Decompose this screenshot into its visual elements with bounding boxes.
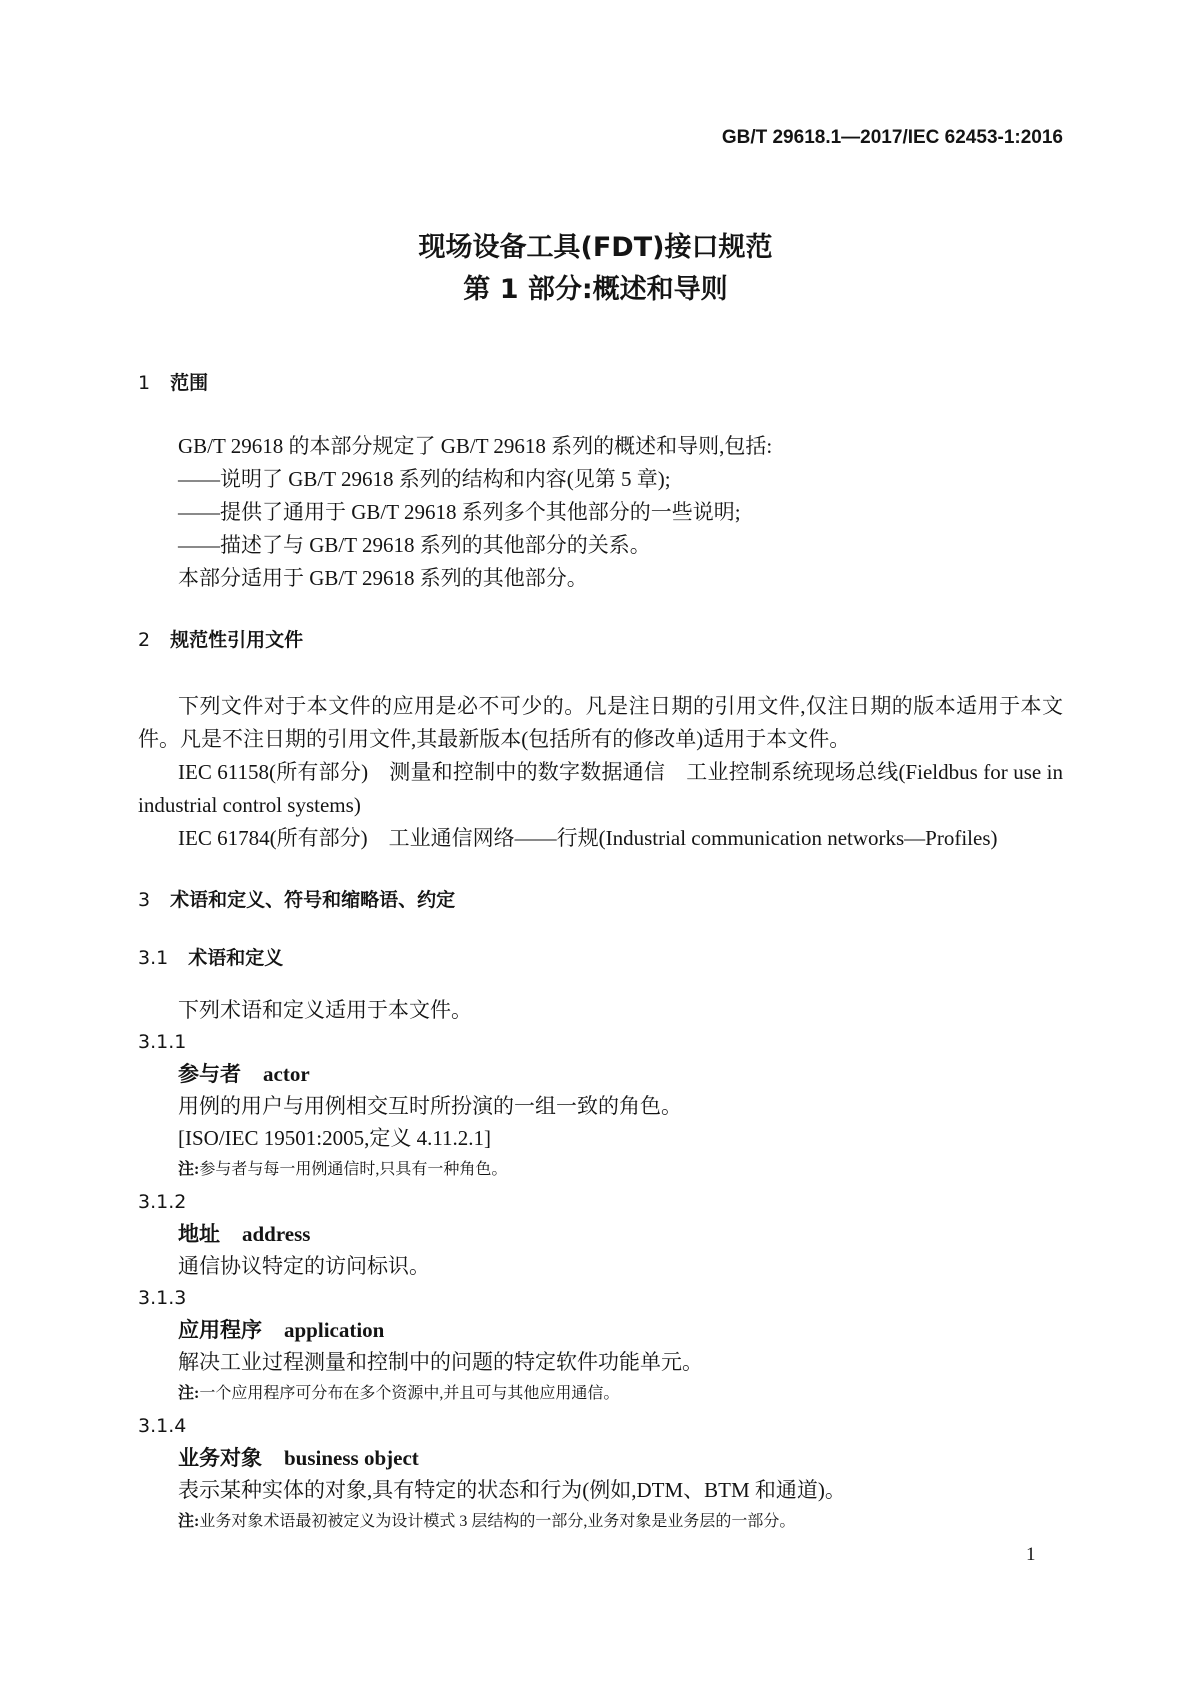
note-label: 注:: [178, 1385, 200, 1402]
section-heading-normative-refs: [138, 626, 1063, 654]
list-item: ——提供了通用于 GB/T 29618 系列多个其他部分的一些说明;: [178, 500, 741, 524]
document-title-line2: 第 1 部分:概述和导则: [463, 274, 728, 305]
reference-title: 工业通信网络——行规(Industrial communication networks—Profiles): [388, 826, 998, 850]
scope-body: [138, 430, 1063, 595]
term-name-en: actor: [263, 1062, 310, 1086]
document-title-line1: 现场设备工具(FDT)接口规范: [418, 232, 773, 263]
normative-refs-body: [138, 690, 1063, 855]
section-title: 范围: [170, 372, 209, 394]
term-name: [138, 1314, 1063, 1346]
term-note: [138, 1154, 1063, 1186]
term-definition: 用例的用户与用例相交互时所扮演的一组一致的角色。: [178, 1094, 682, 1118]
term-name: [138, 1218, 1063, 1250]
note-text: 参与者与每一用例通信时,只具有一种角色。: [199, 1161, 508, 1178]
standard-id: GB/T 29618.1—2017/IEC 62453-1:2016: [721, 127, 1063, 148]
section-number: 3: [138, 889, 151, 911]
normative-refs-intro: 下列文件对于本文件的应用是必不可少的。凡是注日期的引用文件,仅注日期的版本适用于本文件。凡是不注日期的引用文件,其最新版本(包括所有的修改单)适用于本文件。: [138, 694, 1063, 751]
term-name-zh: 应用程序: [178, 1318, 262, 1342]
term-definition: 解决工业过程测量和控制中的问题的特定软件功能单元。: [178, 1350, 703, 1374]
term-name-zh: 业务对象: [178, 1446, 262, 1470]
reference-entry: [138, 822, 1063, 855]
scope-closing: 本部分适用于 GB/T 29618 系列的其他部分。: [178, 566, 588, 590]
scope-intro: GB/T 29618 的本部分规定了 GB/T 29618 系列的概述和导则,包括:: [178, 434, 773, 458]
list-item: ——说明了 GB/T 29618 系列的结构和内容(见第 5 章);: [178, 467, 671, 491]
section-title: 规范性引用文件: [170, 629, 304, 651]
term-name-en: application: [284, 1318, 385, 1342]
reference-id: IEC 61784(所有部分): [178, 826, 368, 850]
page-number: 1: [1026, 1544, 1036, 1565]
term-number: 3.1.4: [138, 1415, 187, 1437]
term-name: [138, 1442, 1063, 1474]
reference-entry: [138, 756, 1063, 822]
term-number: 3.1.1: [138, 1031, 187, 1053]
subsection-number: 3.1: [138, 947, 169, 969]
section-number: 1: [138, 372, 151, 394]
term-definition: 表示某种实体的对象,具有特定的状态和行为(例如,DTM、BTM 和通道)。: [178, 1478, 846, 1502]
term-source: [ISO/IEC 19501:2005,定义 4.11.2.1]: [178, 1126, 492, 1150]
term-definition: 通信协议特定的访问标识。: [178, 1254, 430, 1278]
section-title: 术语和定义、符号和缩略语、约定: [170, 889, 456, 911]
term-name-en: address: [242, 1222, 311, 1246]
terms-intro: 下列术语和定义适用于本文件。: [178, 998, 472, 1022]
note-text: 业务对象术语最初被定义为设计模式 3 层结构的一部分,业务对象是业务层的一部分。: [199, 1513, 796, 1530]
subsection-heading-terms-definitions: [138, 944, 1063, 972]
term-name-zh: 参与者: [178, 1062, 241, 1086]
term-note: [138, 1506, 1063, 1538]
reference-title: 测量和控制中的数字数据通信 工业控制系统现场总线(Fieldbus for use in industrial control systems): [138, 760, 1063, 817]
reference-id: IEC 61158(所有部分): [178, 760, 369, 784]
section-heading-terms: [138, 886, 1063, 914]
term-note: [138, 1378, 1063, 1410]
subsection-title: 术语和定义: [188, 947, 284, 969]
note-label: 注:: [178, 1513, 200, 1530]
list-item: ——描述了与 GB/T 29618 系列的其他部分的关系。: [178, 533, 651, 557]
note-label: 注:: [178, 1161, 200, 1178]
term-name-zh: 地址: [178, 1222, 220, 1246]
term-number: 3.1.3: [138, 1287, 187, 1309]
terms-body: [138, 994, 1063, 1538]
term-number: 3.1.2: [138, 1191, 187, 1213]
term-name: [138, 1058, 1063, 1090]
section-number: 2: [138, 629, 151, 651]
note-text: 一个应用程序可分布在多个资源中,并且可与其他应用通信。: [199, 1385, 620, 1402]
term-name-en: business object: [284, 1446, 419, 1470]
section-heading-scope: [138, 369, 1063, 397]
